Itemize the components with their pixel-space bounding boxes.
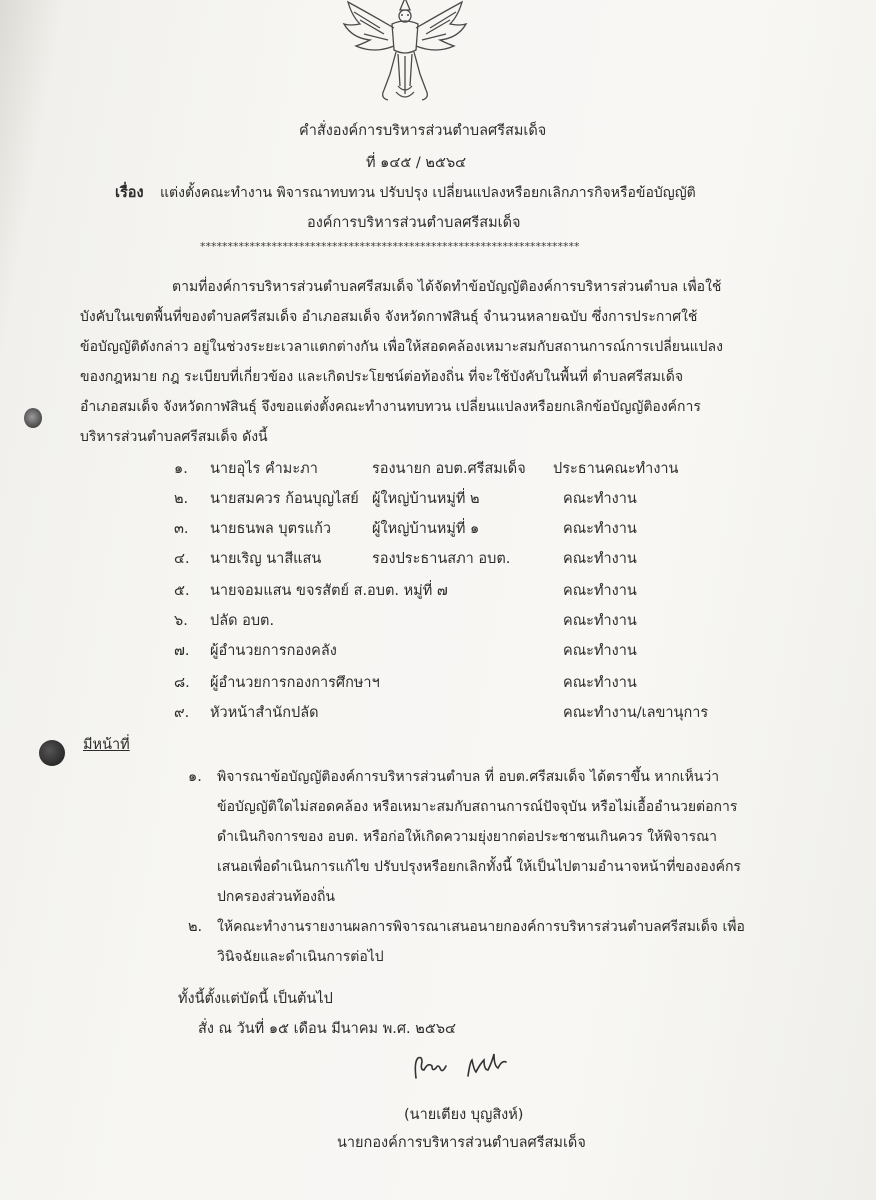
duty-2-number: ๒. [188,919,203,935]
body-line-5: อำเภอสมเด็จ จังหวัดกาฬสินธุ์ จึงขอแต่งตั้งคณะทำงานทบทวน เปลี่ยนแปลงหรือยกเลิกข้อบัญญัติองค์การ [80,399,701,415]
subject-line-1: แต่งตั้งคณะทำงาน พิจารณาทบทวน ปรับปรุง เปลี่ยนแปลงหรือยกเลิกภารกิจหรือข้อบัญญัติ [160,185,696,201]
body-line-3: ข้อบัญญัติดังกล่าว อยู่ในช่วงระยะเวลาแตกต่างกัน เพื่อให้สอดคล้องเหมาะสมกับสถานการณ์การเปลี่ยนแปลง [80,339,723,355]
handwritten-signature [410,1048,520,1088]
member-name: นายจอมแสน ขจรสัตย์ ส.อบต. หมู่ที่ ๗ [210,583,448,599]
member-name: นายธนพล บุตรแก้ว [210,521,332,537]
duty-1-line-2: ข้อบัญญัติใดไม่สอดคล้อง หรือเหมาะสมกับสถานการณ์ปัจจุบัน หรือไม่เอื้ออำนวยต่อการ [217,799,738,815]
member-number: ๕. [174,583,190,599]
member-name: นายเริญ นาสีแสน [210,551,322,567]
order-date: สั่ง ณ วันที่ ๑๕ เดือน มีนาคม พ.ศ. ๒๕๖๔ [198,1021,456,1037]
member-name: ผู้อำนวยการกองการศึกษาฯ [210,675,380,691]
subject-line-2: องค์การบริหารส่วนตำบลศรีสมเด็จ [307,215,521,231]
member-number: ๗. [174,643,190,659]
duty-2-line-1: ให้คณะทำงานรายงานผลการพิจารณาเสนอนายกองค์การบริหารส่วนตำบลศรีสมเด็จ เพื่อ [217,919,745,935]
body-line-4: ของกฎหมาย กฎ ระเบียบที่เกี่ยวข้อง และเกิดประโยชน์ต่อท้องถิ่น ที่จะใช้บังคับในพื้นที่ ตำบลศรีสมเด็จ [80,369,684,385]
order-number: ที่ ๑๔๕ / ๒๕๖๔ [366,155,467,171]
punch-hole-top [24,408,42,428]
member-role: ประธานคณะทำงาน [553,461,679,477]
order-title: คำสั่งองค์การบริหารส่วนตำบลศรีสมเด็จ [299,123,547,139]
subject-label: เรื่อง [115,185,144,201]
member-role: คณะทำงาน/เลขานุการ [563,705,709,721]
member-position: รองประธานสภา อบต. [372,551,511,567]
member-role: คณะทำงาน [563,583,637,599]
body-line-6: บริหารส่วนตำบลศรีสมเด็จ ดังนี้ [80,429,268,445]
member-position: ผู้ใหญ่บ้านหมู่ที่ ๒ [372,491,480,507]
member-role: คณะทำงาน [563,643,637,659]
member-position: รองนายก อบต.ศรีสมเด็จ [372,461,526,477]
garuda-emblem [340,0,470,106]
member-role: คณะทำงาน [563,491,637,507]
signer-name: (นายเตียง บุญสิงห์) [404,1107,524,1123]
member-number: ๑. [174,461,188,477]
member-number: ๓. [174,521,189,537]
member-role: คณะทำงาน [563,551,637,567]
member-number: ๔. [174,551,190,567]
member-number: ๖. [174,613,188,629]
duty-1-line-4: เสนอเพื่อดำเนินการแก้ไข ปรับปรุงหรือยกเลิกทั้งนี้ ให้เป็นไปตามอำนาจหน้าที่ขององค์กร [217,859,741,875]
member-number: ๘. [174,675,190,691]
separator-line: ********************************************************************* [200,240,580,253]
member-number: ๒. [174,491,189,507]
member-role: คณะทำงาน [563,521,637,537]
duty-1-line-3: ดำเนินกิจการของ อบต. หรือก่อให้เกิดความยุ่งยากต่อประชาชนเกินควร ให้พิจารณา [217,829,717,845]
member-name: นายสมควร ก้อนบุญไสย์ [210,491,359,507]
effective-statement: ทั้งนี้ตั้งแต่บัดนี้ เป็นต้นไป [178,991,333,1007]
punch-hole-bottom [39,740,65,766]
duty-2-line-2: วินิจฉัยและดำเนินการต่อไป [217,949,384,965]
member-name: ผู้อำนวยการกองคลัง [210,643,337,659]
member-name: นายอุไร คำมะภา [210,461,318,477]
member-role: คณะทำงาน [563,675,637,691]
member-name: ปลัด อบต. [210,613,275,629]
member-name: หัวหน้าสำนักปลัด [210,705,319,721]
duty-1-line-1: พิจารณาข้อบัญญัติองค์การบริหารส่วนตำบล ที่ อบต.ศรีสมเด็จ ได้ตราขึ้น หากเห็นว่า [217,769,720,785]
member-role: คณะทำงาน [563,613,637,629]
duty-1-number: ๑. [188,769,202,785]
duty-1-line-5: ปกครองส่วนท้องถิ่น [217,889,335,905]
member-number: ๙. [174,705,190,721]
body-line-1: ตามที่องค์การบริหารส่วนตำบลศรีสมเด็จ ได้จัดทำข้อบัญญัติองค์การบริหารส่วนตำบล เพื่อใช้ [172,279,722,295]
duties-heading: มีหน้าที่ [83,737,130,753]
body-line-2: บังคับในเขตพื้นที่ของตำบลศรีสมเด็จ อำเภอสมเด็จ จังหวัดกาฬสินธุ์ จำนวนหลายฉบับ ซึ่งการประกาศใช้ [80,309,698,325]
member-position: ผู้ใหญ่บ้านหมู่ที่ ๑ [372,521,480,537]
signer-position: นายกองค์การบริหารส่วนตำบลศรีสมเด็จ [337,1135,586,1151]
